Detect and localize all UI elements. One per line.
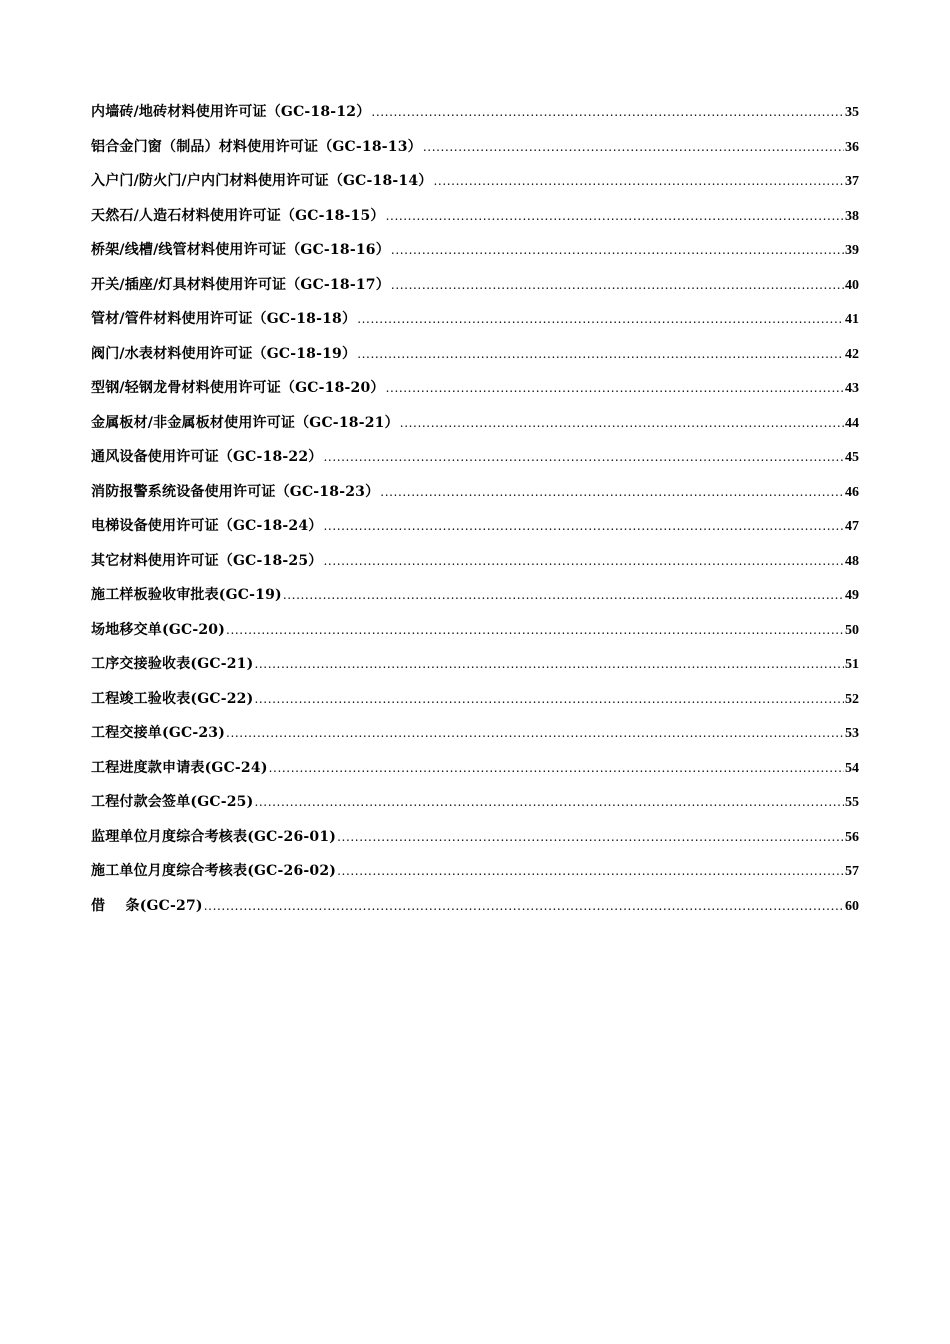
toc-entry-page: 57: [845, 864, 859, 879]
toc-leader-dots: [254, 687, 844, 711]
toc-leader-dots: [254, 790, 844, 814]
toc-entry-page: 55: [845, 795, 859, 810]
toc-entry[interactable]: [91, 135, 859, 170]
toc-entry-page: 51: [845, 657, 859, 672]
toc-leader-dots: [226, 618, 844, 642]
toc-leader-dots: [323, 445, 844, 469]
toc-entry-title: 工程付款会签单(GC-25): [91, 794, 254, 810]
toc-entry[interactable]: [91, 204, 859, 239]
toc-entry-title: 工程交接单(GC-23): [91, 725, 226, 741]
toc-entry[interactable]: [91, 376, 859, 411]
toc-entry[interactable]: [91, 894, 859, 929]
toc-entry-page: 44: [845, 415, 859, 431]
toc-entry-title: 其它材料使用许可证（GC-18-25）: [91, 552, 323, 569]
toc-entry-title: 管材/管件材料使用许可证（GC-18-18）: [91, 311, 357, 327]
toc-entry[interactable]: [91, 652, 859, 687]
toc-entry-title: 入户门/防火门/户内门材料使用许可证（GC-18-14）: [91, 173, 433, 189]
toc-entry-title: 工序交接验收表(GC-21): [91, 656, 254, 672]
toc-entry[interactable]: [91, 411, 859, 446]
toc-leader-dots: [269, 756, 844, 780]
toc-entry-page: 47: [845, 519, 859, 534]
toc-entry-title: 消防报警系统设备使用许可证（GC-18-23）: [91, 483, 380, 500]
toc-entry-page: 42: [845, 346, 859, 362]
toc-entry-title: 借 条(GC-27): [91, 897, 203, 914]
toc-leader-dots: [400, 411, 844, 435]
toc-entry-page: 36: [845, 139, 859, 155]
toc-entry-title: 电梯设备使用许可证（GC-18-24）: [91, 518, 323, 534]
toc-entry-page: 56: [845, 829, 859, 845]
toc-entry[interactable]: [91, 687, 859, 722]
toc-entry-title: 内墙砖/地砖材料使用许可证（GC-18-12）: [91, 104, 371, 120]
toc-entry-title: 天然石/人造石材料使用许可证（GC-18-15）: [91, 207, 385, 224]
toc-entry-title: 施工样板验收审批表(GC-19): [91, 587, 282, 603]
toc-leader-dots: [337, 859, 844, 883]
toc-entry-page: 49: [845, 588, 859, 603]
toc-entry-page: 35: [845, 105, 859, 120]
toc-entry[interactable]: [91, 618, 859, 653]
toc-entry[interactable]: [91, 307, 859, 342]
toc-leader-dots: [386, 376, 844, 400]
toc-entry-page: 41: [845, 312, 859, 327]
toc-leader-dots: [323, 514, 844, 538]
toc-entry[interactable]: [91, 859, 859, 894]
toc-leader-dots: [226, 721, 844, 745]
toc-entry-title: 型钢/轻钢龙骨材料使用许可证（GC-18-20）: [91, 380, 385, 396]
toc-entry[interactable]: [91, 445, 859, 480]
toc-leader-dots: [386, 204, 844, 228]
toc-entry-page: 50: [845, 622, 859, 638]
toc-leader-dots: [254, 652, 844, 676]
toc-entry-page: 37: [845, 174, 859, 189]
toc-entry-title: 阀门/水表材料使用许可证（GC-18-19）: [91, 345, 357, 362]
toc-leader-dots: [357, 342, 844, 366]
toc-entry-page: 52: [845, 691, 859, 707]
toc-entry-page: 53: [845, 726, 859, 741]
toc-leader-dots: [371, 100, 844, 124]
toc-leader-dots: [434, 169, 844, 193]
toc-entry[interactable]: [91, 238, 859, 273]
toc-entry[interactable]: [91, 756, 859, 791]
toc-leader-dots: [391, 238, 844, 262]
toc-entry[interactable]: [91, 583, 859, 618]
toc-entry-title: 场地移交单(GC-20): [91, 621, 226, 638]
toc-leader-dots: [337, 825, 844, 849]
toc-entry-title: 金属板材/非金属板材使用许可证（GC-18-21）: [91, 414, 399, 431]
toc-leader-dots: [357, 307, 844, 331]
toc-entry[interactable]: [91, 549, 859, 584]
toc-entry-title: 开关/插座/灯具材料使用许可证（GC-18-17）: [91, 276, 390, 293]
toc-entry[interactable]: [91, 514, 859, 549]
toc-entry-page: 60: [845, 898, 859, 914]
toc-entry[interactable]: [91, 825, 859, 860]
toc-entry-title: 通风设备使用许可证（GC-18-22）: [91, 449, 323, 465]
toc-entry[interactable]: [91, 100, 859, 135]
toc-entry[interactable]: [91, 342, 859, 377]
toc-entry[interactable]: [91, 480, 859, 515]
toc-entry[interactable]: [91, 169, 859, 204]
toc-leader-dots: [323, 549, 844, 573]
toc-entry[interactable]: [91, 790, 859, 825]
toc-leader-dots: [391, 273, 844, 297]
toc-entry-page: 39: [845, 243, 859, 258]
toc-entry-page: 45: [845, 450, 859, 465]
toc-entry-title: 铝合金门窗（制品）材料使用许可证（GC-18-13）: [91, 138, 422, 155]
toc-entry[interactable]: [91, 721, 859, 756]
toc-entry-title: 工程竣工验收表(GC-22): [91, 690, 254, 707]
toc-leader-dots: [380, 480, 844, 504]
toc-entry-title: 桥架/线槽/线管材料使用许可证（GC-18-16）: [91, 242, 390, 258]
toc-entry-title: 施工单位月度综合考核表(GC-26-02): [91, 863, 337, 879]
toc-entry-page: 48: [845, 553, 859, 569]
toc-entry-title: 监理单位月度综合考核表(GC-26-01): [91, 828, 337, 845]
toc-entry-page: 43: [845, 381, 859, 396]
toc-leader-dots: [204, 894, 844, 918]
toc-leader-dots: [283, 583, 844, 607]
toc-entry-title: 工程进度款申请表(GC-24): [91, 759, 268, 776]
table-of-contents: [91, 100, 859, 928]
toc-leader-dots: [423, 135, 844, 159]
toc-entry-page: 38: [845, 208, 859, 224]
toc-entry-page: 54: [845, 760, 859, 776]
toc-entry-page: 46: [845, 484, 859, 500]
toc-entry-page: 40: [845, 277, 859, 293]
toc-entry[interactable]: [91, 273, 859, 308]
